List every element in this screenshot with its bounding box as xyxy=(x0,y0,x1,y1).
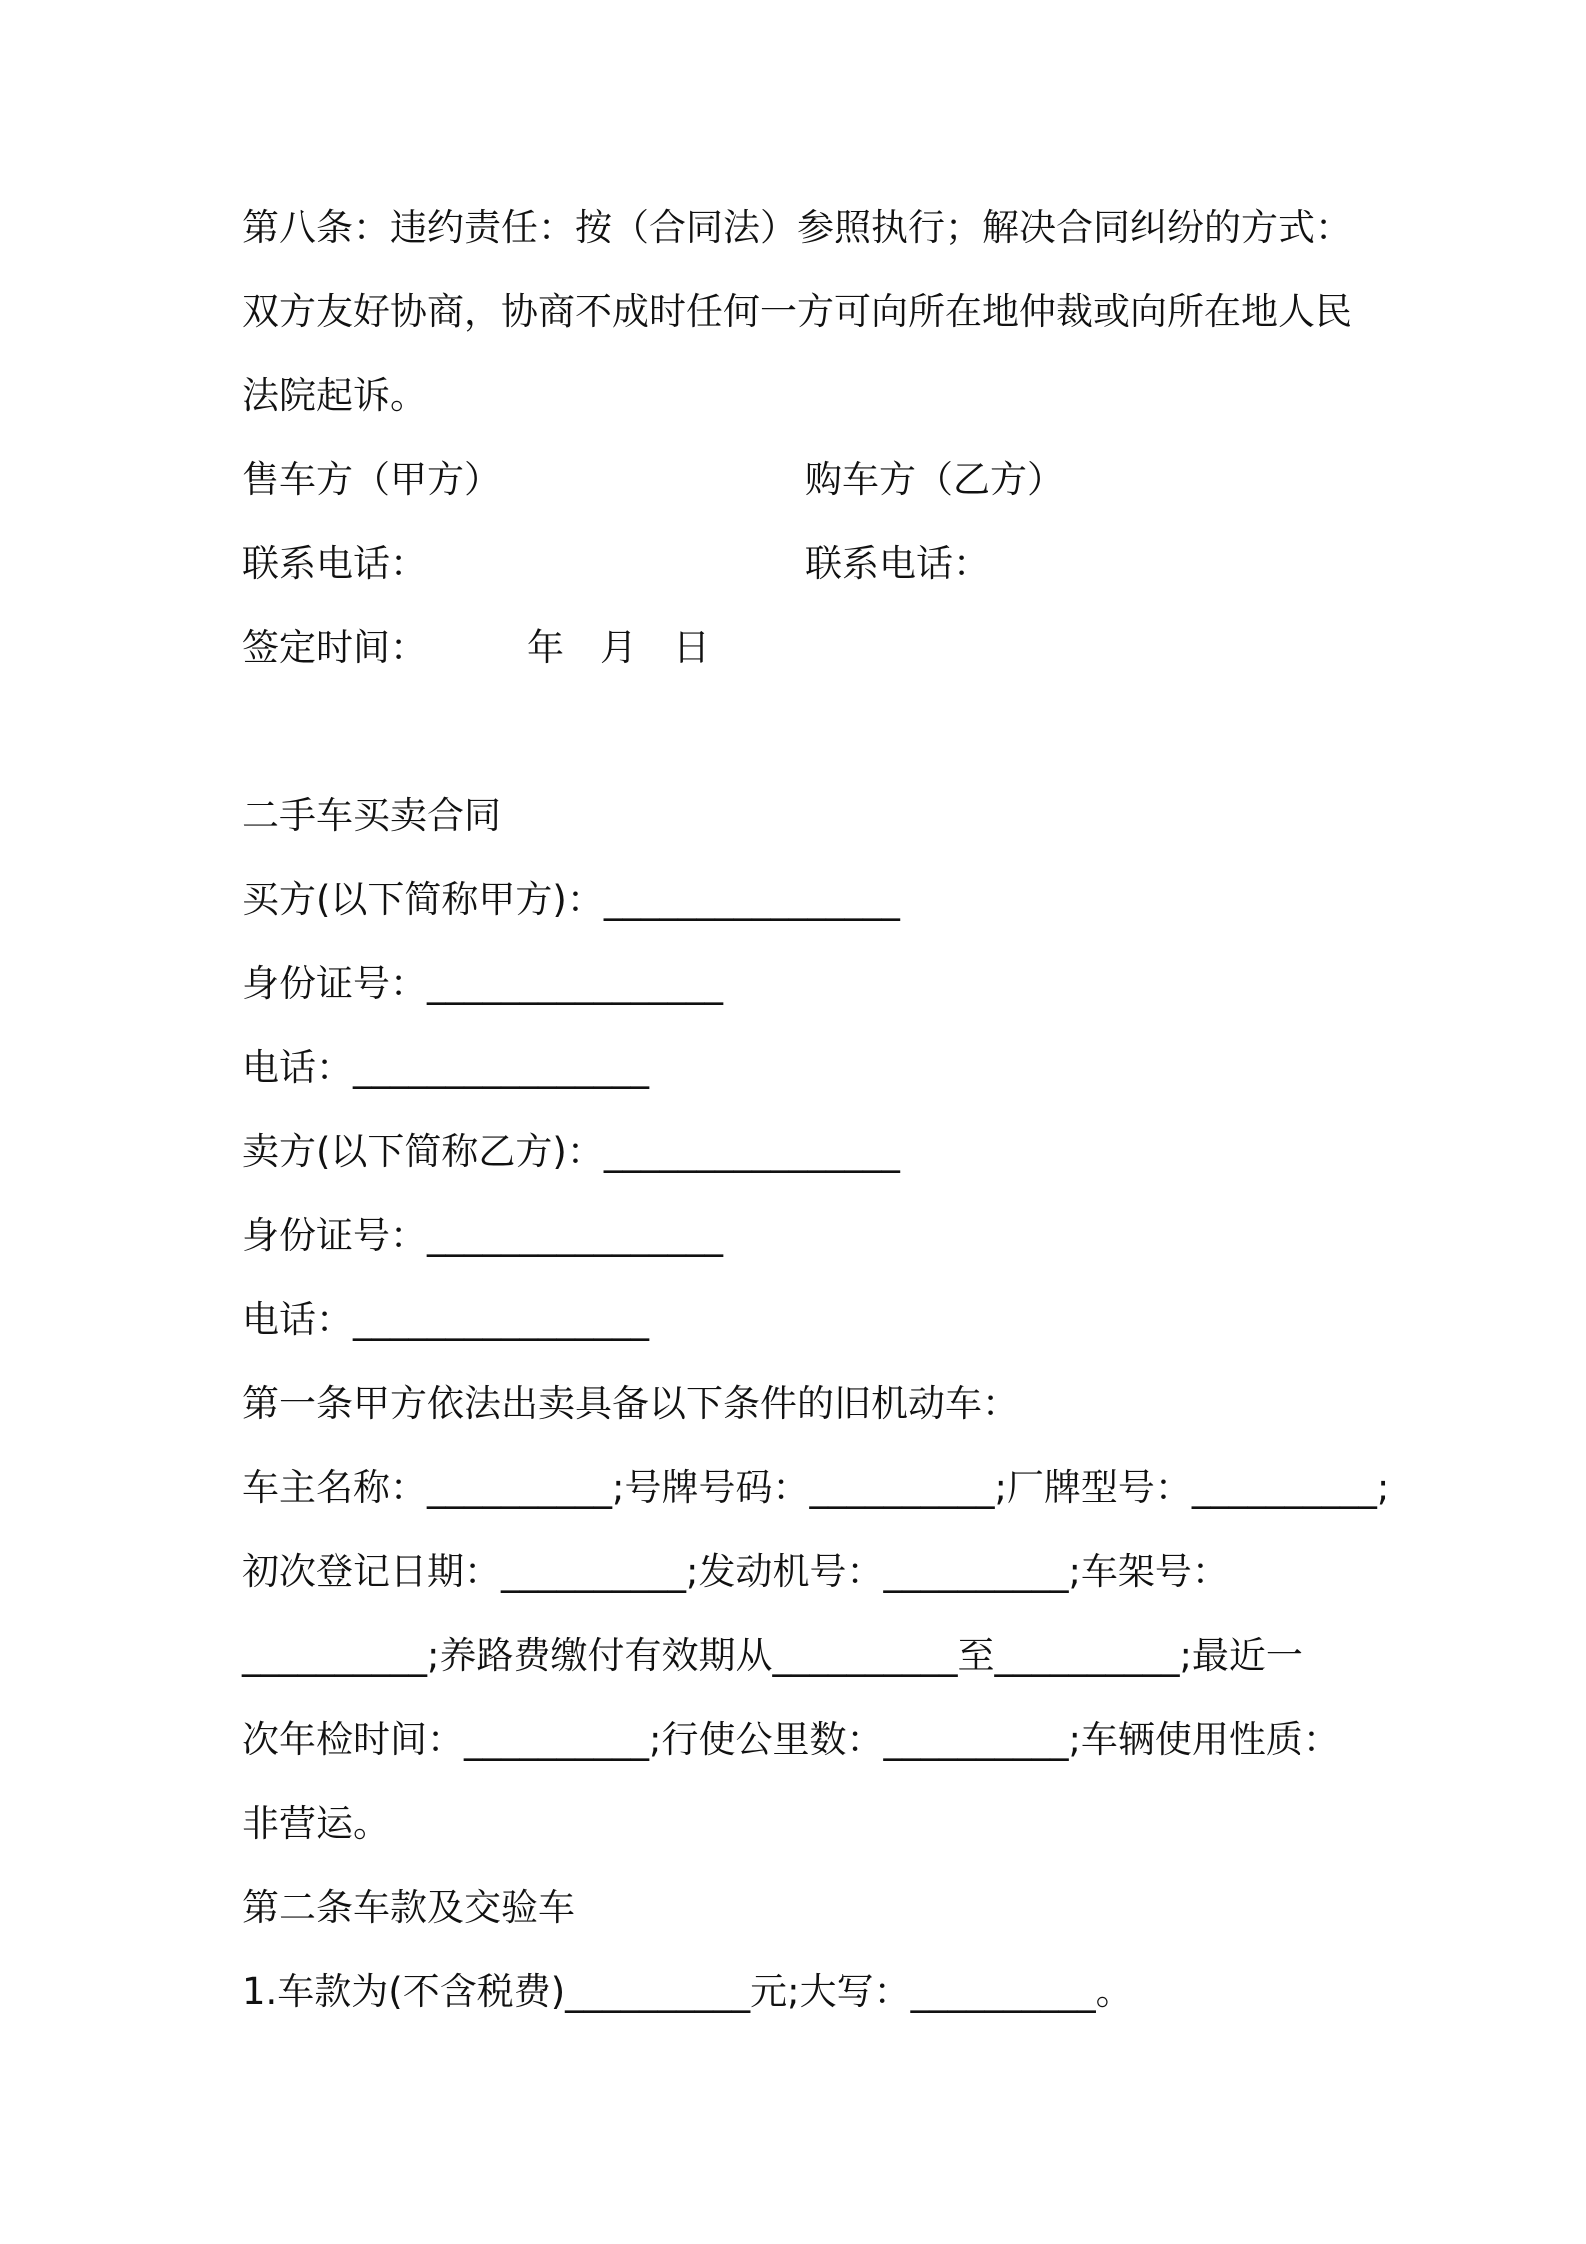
article8-line-1: 第八条：违约责任：按（合同法）参照执行；解决合同纠纷的方式： xyxy=(242,206,1352,249)
seller-name-line: 卖方(以下简称乙方)：________________ xyxy=(242,1130,900,1173)
article2-line-1: 1.车款为(不含税费)__________元;大写：__________。 xyxy=(242,1970,1133,2013)
buyer-id-line: 身份证号：________________ xyxy=(242,962,723,1005)
article8-line-3: 法院起诉。 xyxy=(242,374,427,417)
article1-line-5: 非营运。 xyxy=(242,1802,390,1845)
article1-line-3: __________;养路费缴付有效期从__________至__________;最近一 xyxy=(242,1634,1303,1677)
buyer-phone-line: 电话：________________ xyxy=(242,1046,649,1089)
article1-heading: 第一条甲方依法出卖具备以下条件的旧机动车： xyxy=(242,1382,1019,1425)
section-gap xyxy=(242,700,1362,784)
article1-line-4: 次年检时间：__________;行使公里数：__________;车辆使用性质： xyxy=(242,1718,1340,1761)
seller-phone-label: 联系电话： xyxy=(242,542,427,585)
article1-line-1: 车主名称：__________;号牌号码：__________;厂牌型号：__________; xyxy=(242,1466,1390,1509)
buyer-phone-label: 联系电话： xyxy=(805,542,990,585)
seller-phone-line: 电话：________________ xyxy=(242,1298,649,1341)
document-content xyxy=(242,196,1390,2044)
article8-line-2: 双方友好协商，协商不成时任何一方可向所在地仲裁或向所在地人民 xyxy=(242,290,1352,333)
date-month: 月 xyxy=(600,626,637,669)
buyer-name-line: 买方(以下简称甲方)：________________ xyxy=(242,878,900,921)
contract-title: 二手车买卖合同 xyxy=(242,794,501,837)
phone-labels-row xyxy=(242,532,1362,616)
article2-heading: 第二条车款及交验车 xyxy=(242,1886,575,1929)
party-labels-row xyxy=(242,448,1362,532)
seller-party-label: 售车方（甲方） xyxy=(242,458,501,501)
sign-date-row xyxy=(242,616,1362,700)
sign-date-label: 签定时间： xyxy=(242,626,427,669)
date-day: 日 xyxy=(673,626,710,669)
article1-line-2: 初次登记日期：__________;发动机号：__________;车架号： xyxy=(242,1550,1229,1593)
buyer-party-label: 购车方（乙方） xyxy=(805,458,1064,501)
date-year: 年 xyxy=(527,626,564,669)
seller-id-line: 身份证号：________________ xyxy=(242,1214,723,1257)
